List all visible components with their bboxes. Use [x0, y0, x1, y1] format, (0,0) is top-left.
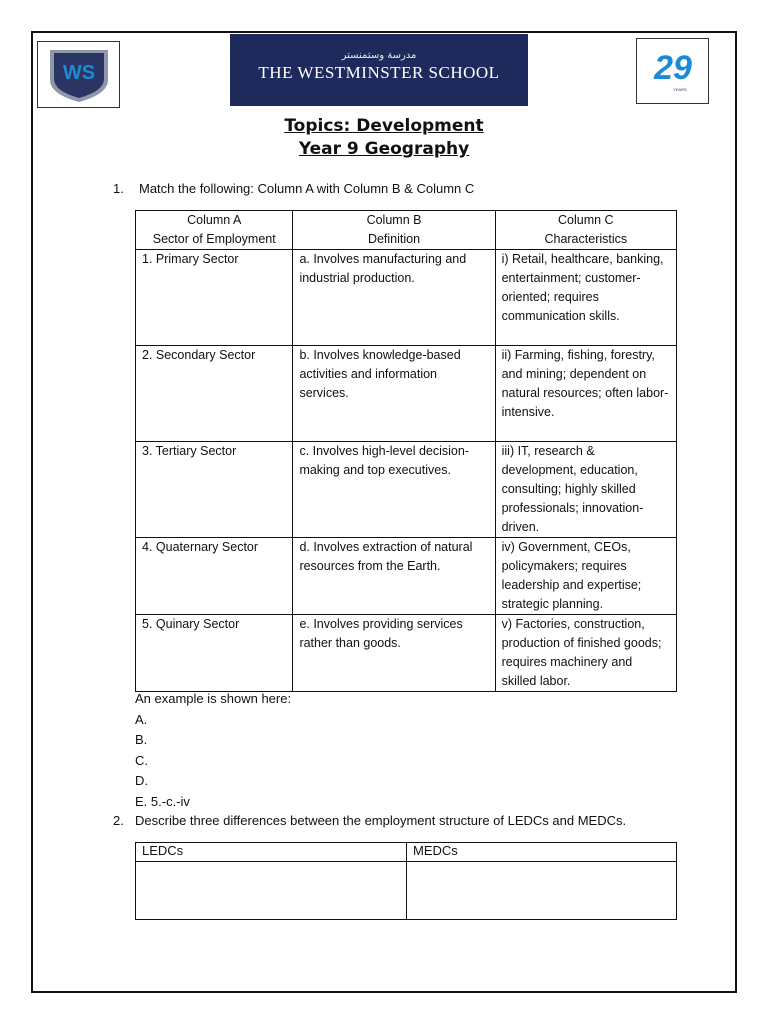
anniversary-caption: YEARS — [672, 87, 687, 92]
logo-left-text: WS — [62, 61, 95, 84]
example-intro: An example is shown here: — [135, 691, 292, 706]
answer-line-b[interactable]: B. — [135, 732, 148, 748]
definition-cell: c. Involves high-level decision-making and top executives. — [293, 442, 495, 538]
characteristics-cell: iii) IT, research & development, education, consulting; highly skilled professionals; innovation-driven. — [495, 442, 676, 538]
sector-cell: 5. Quinary Sector — [136, 615, 293, 692]
question-1-number: 1. — [113, 181, 124, 196]
characteristics-cell: ii) Farming, fishing, forestry, and mining; dependent on natural resources; often labor-intensive. — [495, 346, 676, 442]
ledc-answer-cell[interactable] — [136, 862, 407, 920]
header-column-b: Column B Definition — [293, 211, 495, 250]
ledc-medc-header-row — [136, 843, 677, 862]
definition-cell: a. Involves manufacturing and industrial production. — [293, 250, 495, 346]
table-row — [136, 538, 677, 615]
sector-cell: 2. Secondary Sector — [136, 346, 293, 442]
page-subtitle: Year 9 Geography — [298, 139, 470, 159]
ledc-medc-table — [135, 842, 677, 920]
banner-arabic-name: مدرسة وستمنستر — [341, 50, 417, 61]
header-column-a: Column A Sector of Employment — [136, 211, 293, 250]
answer-line-e[interactable]: E. 5.-c.-iv — [135, 793, 190, 809]
example-answers — [135, 689, 291, 813]
question-1-text: Match the following: Column A with Column B & Column C — [139, 181, 475, 196]
table-row — [136, 442, 677, 538]
question-2-text: Describe three differences between the employment structure of LEDCs and MEDCs. — [135, 813, 627, 828]
ledc-medc-answer-row — [136, 862, 677, 920]
answer-line-d[interactable]: D. — [135, 773, 148, 789]
anniversary-number: 29 — [653, 49, 692, 87]
definition-cell: d. Involves extraction of natural resources from the Earth. — [293, 538, 495, 615]
table-header-row — [136, 211, 677, 250]
matching-table — [135, 210, 677, 692]
answer-line-a[interactable]: A. — [135, 711, 148, 727]
anniversary-logo — [636, 38, 709, 104]
question-2-number: 2. — [113, 813, 124, 828]
characteristics-cell: iv) Government, CEOs, policymakers; requires leadership and expertise; strategic planning. — [495, 538, 676, 615]
banner-school-name: THE WESTMINSTER SCHOOL — [258, 63, 500, 82]
definition-cell: b. Involves knowledge-based activities and information services. — [293, 346, 495, 442]
sector-cell: 3. Tertiary Sector — [136, 442, 293, 538]
question-1 — [113, 181, 474, 196]
table-row — [136, 346, 677, 442]
table-row — [136, 615, 677, 692]
page-title: Topics: Development — [284, 116, 484, 136]
school-banner — [230, 34, 528, 106]
sector-cell: 4. Quaternary Sector — [136, 538, 293, 615]
ledc-header: LEDCs — [136, 843, 407, 862]
medc-header: MEDCs — [407, 843, 677, 862]
medc-answer-cell[interactable] — [407, 862, 677, 920]
school-crest-logo — [37, 41, 120, 108]
header-column-c: Column C Characteristics — [495, 211, 676, 250]
sector-cell: 1. Primary Sector — [136, 250, 293, 346]
question-2 — [113, 813, 626, 828]
definition-cell: e. Involves providing services rather than goods. — [293, 615, 495, 692]
table-row — [136, 250, 677, 346]
characteristics-cell: i) Retail, healthcare, banking, entertainment; customer-oriented; requires communication skills. — [495, 250, 676, 346]
characteristics-cell: v) Factories, construction, production of finished goods; requires machinery and skilled labor. — [495, 615, 676, 692]
answer-line-c[interactable]: C. — [135, 752, 148, 768]
